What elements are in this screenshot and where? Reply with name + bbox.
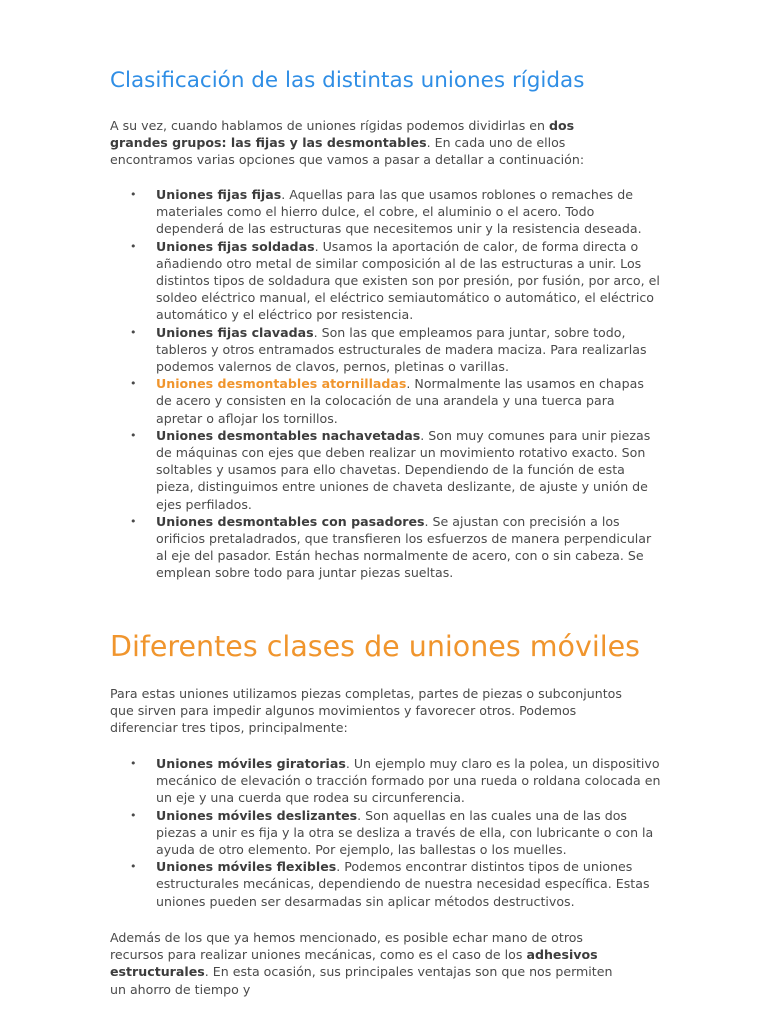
item-description: . Usamos la aportación de calor, de forma directa o añadiendo otro metal de similar composición al de las estructuras a unir. Los distintos tipos de soldadura que existen son por presión, por fusión, por arco, el soldeo eléctrico manual, el eléctrico semiautomático o automático, el eléctrico automático y el eléctrico por resistencia. — [156, 238, 660, 323]
list-item — [110, 324, 662, 376]
section-heading-mobile: Diferentes clases de uniones móviles — [110, 630, 641, 663]
intro-paragraph-rigid — [110, 117, 630, 169]
list-item — [110, 238, 662, 324]
item-term-link[interactable]: Uniones desmontables atornilladas — [156, 376, 407, 392]
item-term: Uniones móviles deslizantes — [156, 807, 358, 823]
item-term: Uniones fijas fijas — [156, 187, 282, 202]
intro-text: . En cada uno de ellos encontramos varias opciones que vamos a pasar a detallar a continuación: — [110, 135, 585, 168]
bullet-icon: • — [130, 757, 137, 770]
item-description: . Un ejemplo muy claro es la polea, un dispositivo mecánico de elevación o tracción formado por una rueda o roldana colocada en un eje y una cuerda que rodea su circunferencia. — [156, 756, 661, 806]
list-item — [110, 513, 662, 582]
item-term: Uniones desmontables con pasadores — [156, 513, 425, 529]
item-term: Uniones móviles giratorias — [156, 756, 346, 771]
item-description: . Son muy comunes para unir piezas de máquinas con ejes que deben realizar un movimiento rotativo exacto. Son soltables y usamos para ello chavetas. Dependiendo de la función de esta pieza, distinguimos entre uniones de chaveta deslizante, de ajuste y unión de ejes perfilados. — [156, 427, 651, 512]
intro-text: A su vez, cuando hablamos de uniones rígidas podemos dividirlas en — [110, 118, 549, 133]
list-item — [110, 755, 662, 807]
bullet-icon: • — [130, 188, 137, 201]
item-description: . Se ajustan con precisión a los orificios pretaladrados, que transfieren los esfuerzos de manera perpendicular al eje del pasador. Están hechas normalmente de acero, con o sin cabeza. Se emplean sobre todo para juntar piezas sueltas. — [156, 513, 652, 581]
list-item — [110, 858, 662, 910]
bullet-icon: • — [130, 239, 137, 253]
rigid-unions-list — [110, 186, 662, 582]
list-item — [110, 186, 662, 238]
bullet-icon: • — [130, 377, 137, 391]
list-item — [110, 375, 662, 427]
item-term: Uniones desmontables nachavetadas — [156, 427, 421, 443]
bullet-icon: • — [130, 860, 137, 874]
item-description: . Son aquellas en las cuales una de las dos piezas a unir es fija y la otra se desliza a través de ella, con lubricante o con la ayuda de otro elemento. Por ejemplo, las ballestas o los muelles. — [156, 807, 654, 857]
item-term: Uniones fijas clavadas — [156, 324, 314, 340]
bullet-icon: • — [130, 325, 137, 339]
bullet-icon: • — [130, 428, 137, 442]
item-description: . Aquellas para las que usamos roblones o remaches de materiales como el hierro dulce, el cobre, el aluminio o el acero. Todo dependerá de las estructuras que necesitemos unir y la resistencia deseada. — [156, 187, 642, 237]
list-item — [110, 427, 662, 513]
intro-bold: dos grandes grupos: las fijas y las desmontables — [110, 118, 575, 151]
closing-paragraph — [110, 929, 630, 998]
bullet-icon: • — [130, 808, 137, 822]
closing-text: Además de los que ya hemos mencionado, es posible echar mano de otros recursos para realizar uniones mecánicas, como es el caso de los — [110, 930, 583, 963]
intro-paragraph-mobile: Para estas uniones utilizamos piezas completas, partes de piezas o subconjuntos que sirven para impedir algunos movimientos y favorecer otros. Podemos diferenciar tres tipos, principalmente: — [110, 686, 622, 736]
item-description: . Normalmente las usamos en chapas de acero y consisten en la colocación de una arandela y una tuerca para apretar o aflojar los tornillos. — [156, 376, 644, 426]
section-heading-rigid: Clasificación de las distintas uniones rígidas — [110, 68, 585, 93]
item-term: Uniones móviles flexibles — [156, 859, 337, 875]
closing-bold: adhesivos estructurales — [110, 947, 598, 980]
list-item — [110, 807, 662, 859]
closing-text: . En esta ocasión, sus principales ventajas son que nos permiten un ahorro de tiempo y — [110, 964, 613, 997]
mobile-unions-list — [110, 755, 662, 910]
item-description: . Podemos encontrar distintos tipos de uniones estructurales mecánicas, dependiendo de nuestra necesidad específica. Estas uniones pueden ser desarmadas sin aplicar métodos destructivos. — [156, 859, 650, 909]
item-term: Uniones fijas soldadas — [156, 238, 315, 254]
bullet-icon: • — [130, 514, 137, 528]
item-description: . Son las que empleamos para juntar, sobre todo, tableros y otros entramados estructurales de madera maciza. Para realizarlas podemos valernos de clavos, pernos, pletinas o varillas. — [156, 324, 647, 374]
